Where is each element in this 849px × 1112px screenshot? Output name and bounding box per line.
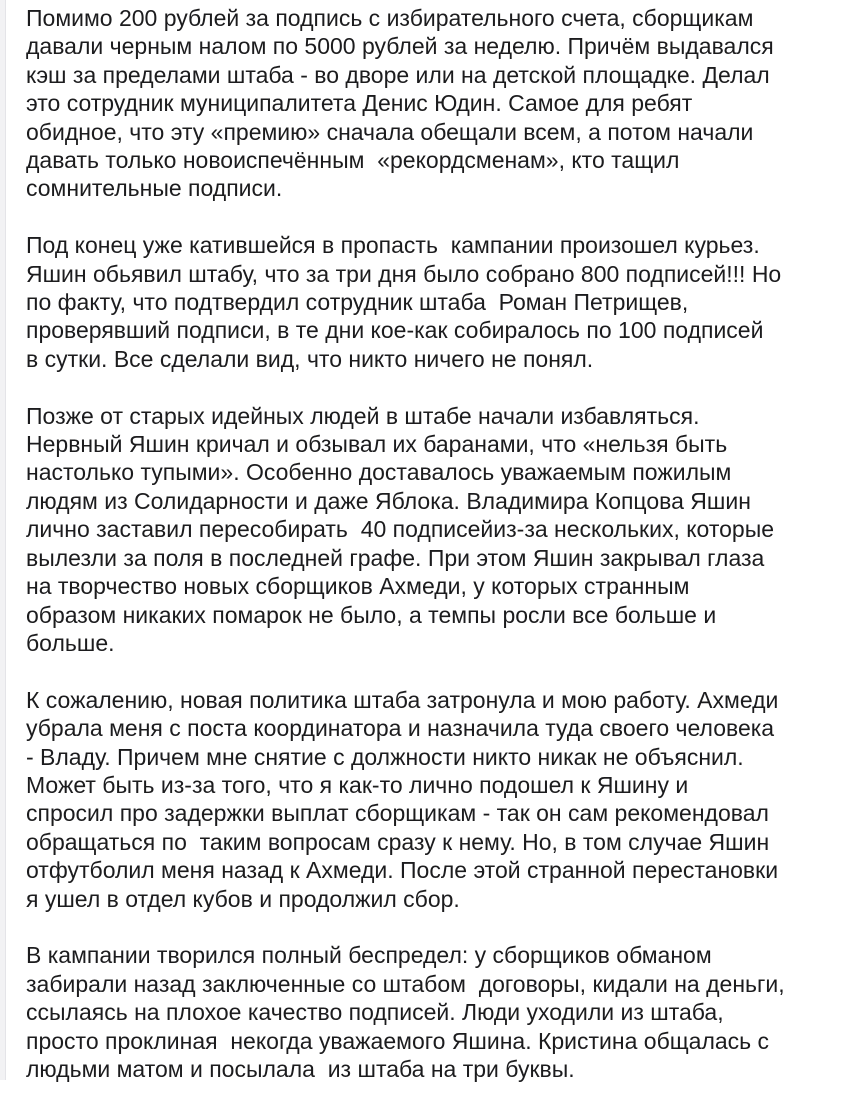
text-line: Помимо 200 рублей за подпись с избирательного счета, сборщикам xyxy=(26,5,754,31)
text-line: образом никаких помарок не было, а темпы росли все больше и xyxy=(26,601,717,628)
text-line: убрала меня с поста координатора и назначила туда своего человека xyxy=(26,715,775,742)
text-line: кэш за пределами штаба - во дворе или на детской площадке. Делал xyxy=(26,61,770,88)
document-body xyxy=(26,4,845,1112)
paragraph xyxy=(26,231,845,373)
text-line: забирали назад заключенные со штабом договоры, кидали на деньги, xyxy=(26,970,785,997)
text-line: отфутболил меня назад к Ахмеди. После этой странной перестановки xyxy=(26,857,779,884)
text-line: Нервный Яшин кричал и обзывал их баранами, что «нельзя быть xyxy=(26,431,728,458)
text-line: спросил про задержки выплат сборщикам - так он сам рекомендовал xyxy=(26,800,769,827)
text-line: - Владу. Причем мне снятие с должности никто никак не объяснил. xyxy=(26,743,744,770)
text-line: К сожалению, новая политика штаба затронула и мою работу. Ахмеди xyxy=(26,686,779,713)
text-line: проверявший подписи, в те дни кое-как собиралось по 100 подписей xyxy=(26,317,764,344)
text-line: В кампании творился полный беспредел: у сборщиков обманом xyxy=(26,942,712,969)
text-line: давали черным налом по 5000 рублей за неделю. Причём выдавался xyxy=(26,33,774,60)
text-line: больше. xyxy=(26,629,115,656)
text-line: я ушел в отдел кубов и продолжил сбор. xyxy=(26,885,460,912)
text-line: обидное, что эту «премию» сначала обещали всем, а потом начали xyxy=(26,118,754,145)
text-line: Может быть из-за того, что я как-то лично подошел к Яшину и xyxy=(26,771,689,798)
text-line: людьми матом и посылала из штаба на три буквы. xyxy=(26,1055,575,1082)
text-line: Яшин обьявил штабу, что за три дня было собрано 800 подписей!!! Но xyxy=(26,260,782,287)
paragraph xyxy=(26,686,845,913)
text-line: вылезли за поля в последней графе. При этом Яшин закрывал глаза xyxy=(26,544,765,571)
text-line: просто проклиная некогда уважаемого Яшина. Кристина общалась с xyxy=(26,1027,770,1054)
paragraph xyxy=(26,4,845,203)
text-line: в сутки. Все сделали вид, что никто ничего не понял. xyxy=(26,345,594,372)
text-line: людям из Солидарности и даже Яблока. Владимира Копцова Яшин xyxy=(26,487,751,514)
text-line: на творчество новых сборщиков Ахмеди, у которых странным xyxy=(26,573,690,600)
text-line: это сотрудник муниципалитета Денис Юдин. Самое для ребят xyxy=(26,90,693,117)
text-line: сомнительные подписи. xyxy=(26,175,283,202)
left-edge-divider xyxy=(0,0,6,1080)
paragraph xyxy=(26,941,845,1083)
text-line: обращаться по таким вопросам сразу к нему. Но, в том случае Яшин xyxy=(26,828,770,855)
text-line: давать только новоиспечённым «рекордсменам», кто тащил xyxy=(26,147,680,174)
text-line: по факту, что подтвердил сотрудник штаба Роман Петрищев, xyxy=(26,289,689,316)
text-line: ссылаясь на плохое качество подписей. Люди уходили из штаба, xyxy=(26,999,724,1026)
text-line: Позже от старых идейных людей в штабе начали избавляться. xyxy=(26,402,700,429)
text-line: настолько тупыми». Особенно доставалось уважаемым пожилым xyxy=(26,459,732,486)
paragraph xyxy=(26,402,845,658)
text-line: лично заставил пересобирать 40 подписейиз-за нескольких, которые xyxy=(26,516,775,543)
text-line: Под конец уже катившейся в пропасть кампании произошел курьез. xyxy=(26,232,760,259)
